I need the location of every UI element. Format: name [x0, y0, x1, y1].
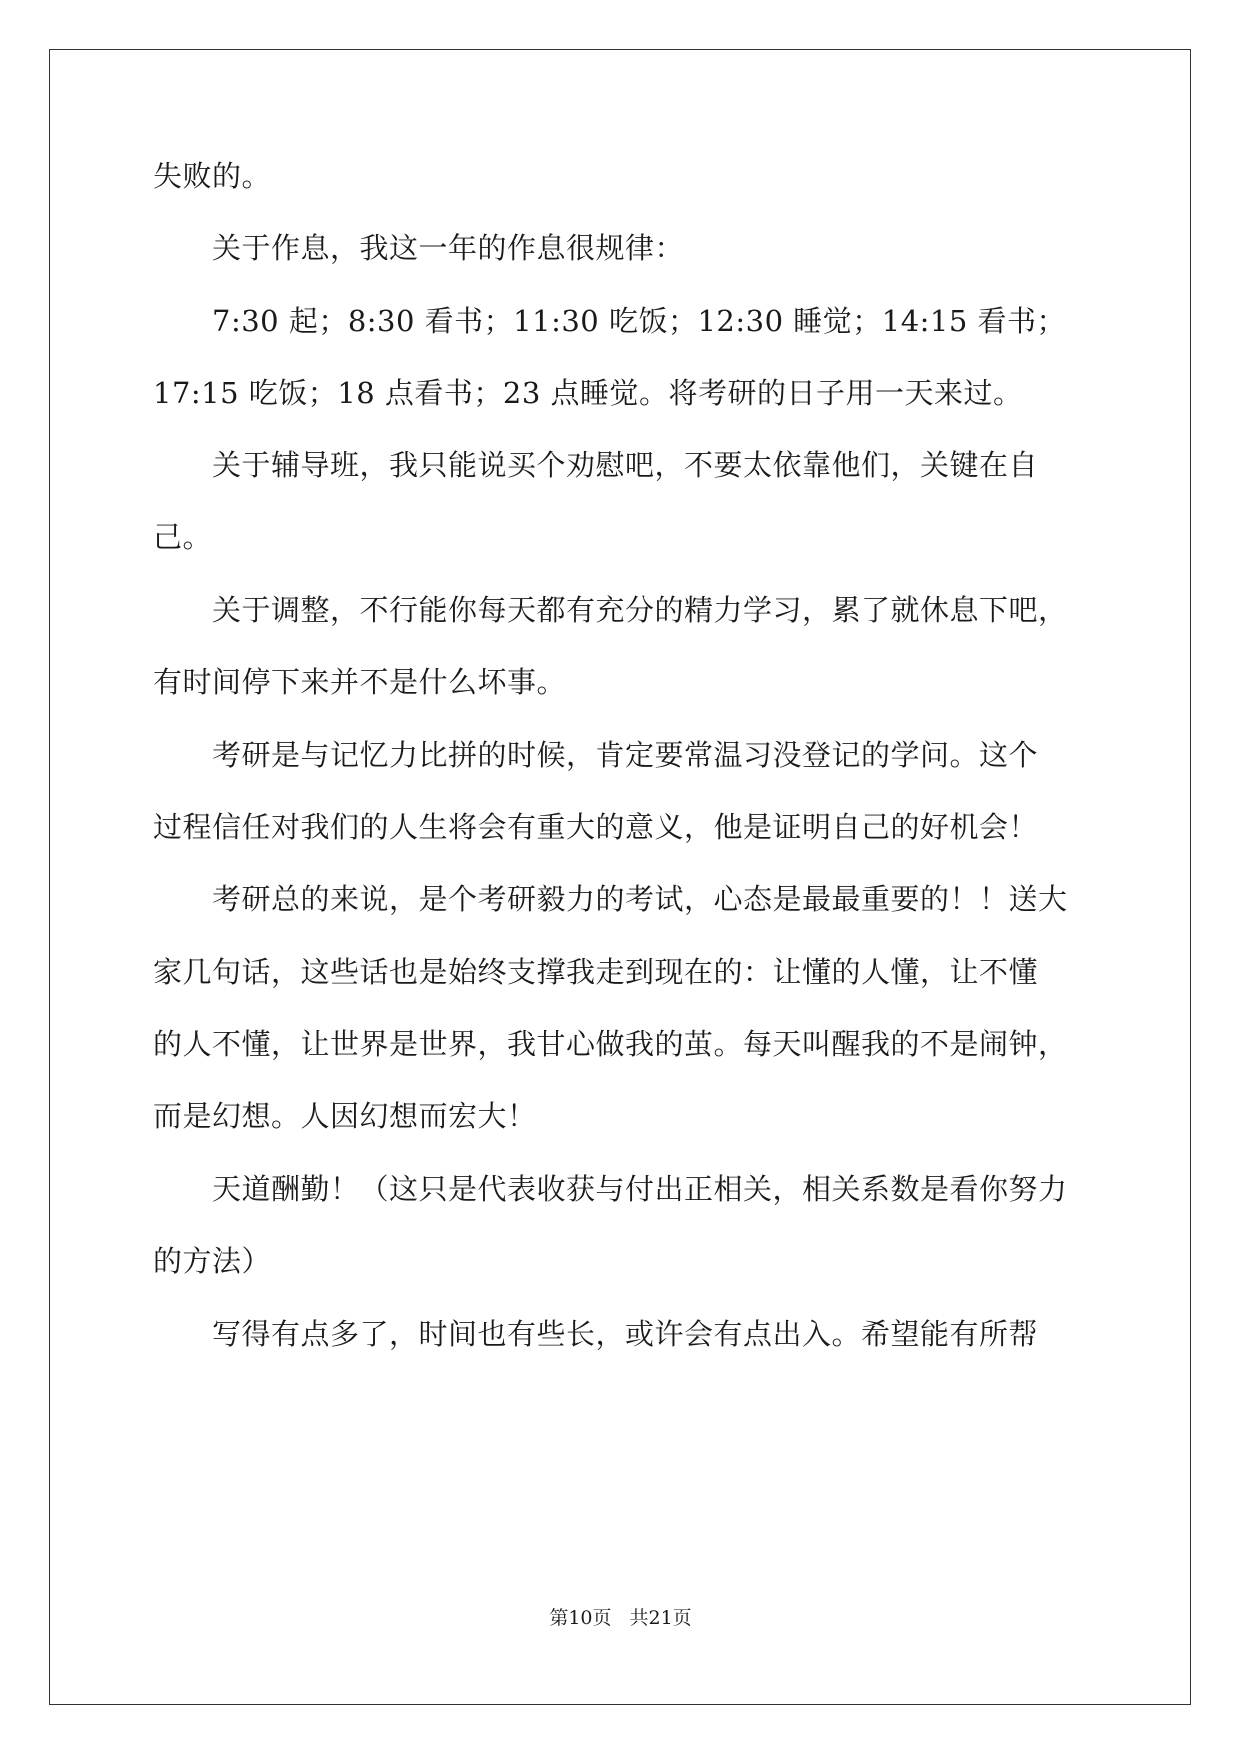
- page-number-total: 共21页: [629, 1607, 692, 1629]
- text-line-17: 写得有点多了，时间也有些长，或许会有点出入。希望能有所帮: [153, 1317, 1039, 1351]
- text-line-13: 的人不懂，让世界是世界，我甘心做我的茧。每天叫醒我的不是闹钟，: [153, 1027, 1068, 1061]
- text-line-9: 考研是与记忆力比拼的时候，肯定要常温习没登记的学问。这个: [153, 738, 1039, 772]
- page-border: [49, 49, 1191, 1705]
- text-line-5: 关于辅导班，我只能说买个劝慰吧，不要太依靠他们，关键在自: [153, 448, 1039, 482]
- text-line-11: 考研总的来说，是个考研毅力的考试，心态是最最重要的！！送大: [153, 882, 1068, 916]
- text-line-6: 己。: [153, 520, 213, 554]
- page-number-current: 第10页: [549, 1607, 612, 1629]
- page-footer: [0, 1606, 1241, 1630]
- text-line-14: 而是幻想。人因幻想而宏大！: [153, 1099, 537, 1133]
- text-line-8: 有时间停下来并不是什么坏事。: [153, 665, 567, 699]
- text-line-3: 7:30 起；8:30 看书；11:30 吃饭；12:30 睡觉；14:15 看书；: [153, 304, 1067, 338]
- text-line-10: 过程信任对我们的人生将会有重大的意义，他是证明自己的好机会！: [153, 810, 1039, 844]
- text-line-16: 的方法）: [153, 1244, 272, 1278]
- text-line-4: 17:15 吃饭；18 点看书；23 点睡觉。将考研的日子用一天来过。: [153, 376, 1023, 410]
- text-line-12: 家几句话，这些话也是始终支撑我走到现在的：让懂的人懂，让不懂: [153, 955, 1039, 989]
- text-line-7: 关于调整，不行能你每天都有充分的精力学习，累了就休息下吧，: [153, 593, 1068, 627]
- text-line-1: 失败的。: [153, 159, 272, 193]
- text-line-2: 关于作息，我这一年的作息很规律：: [153, 231, 685, 265]
- text-line-15: 天道酬勤！（这只是代表收获与付出正相关，相关系数是看你努力: [153, 1172, 1068, 1206]
